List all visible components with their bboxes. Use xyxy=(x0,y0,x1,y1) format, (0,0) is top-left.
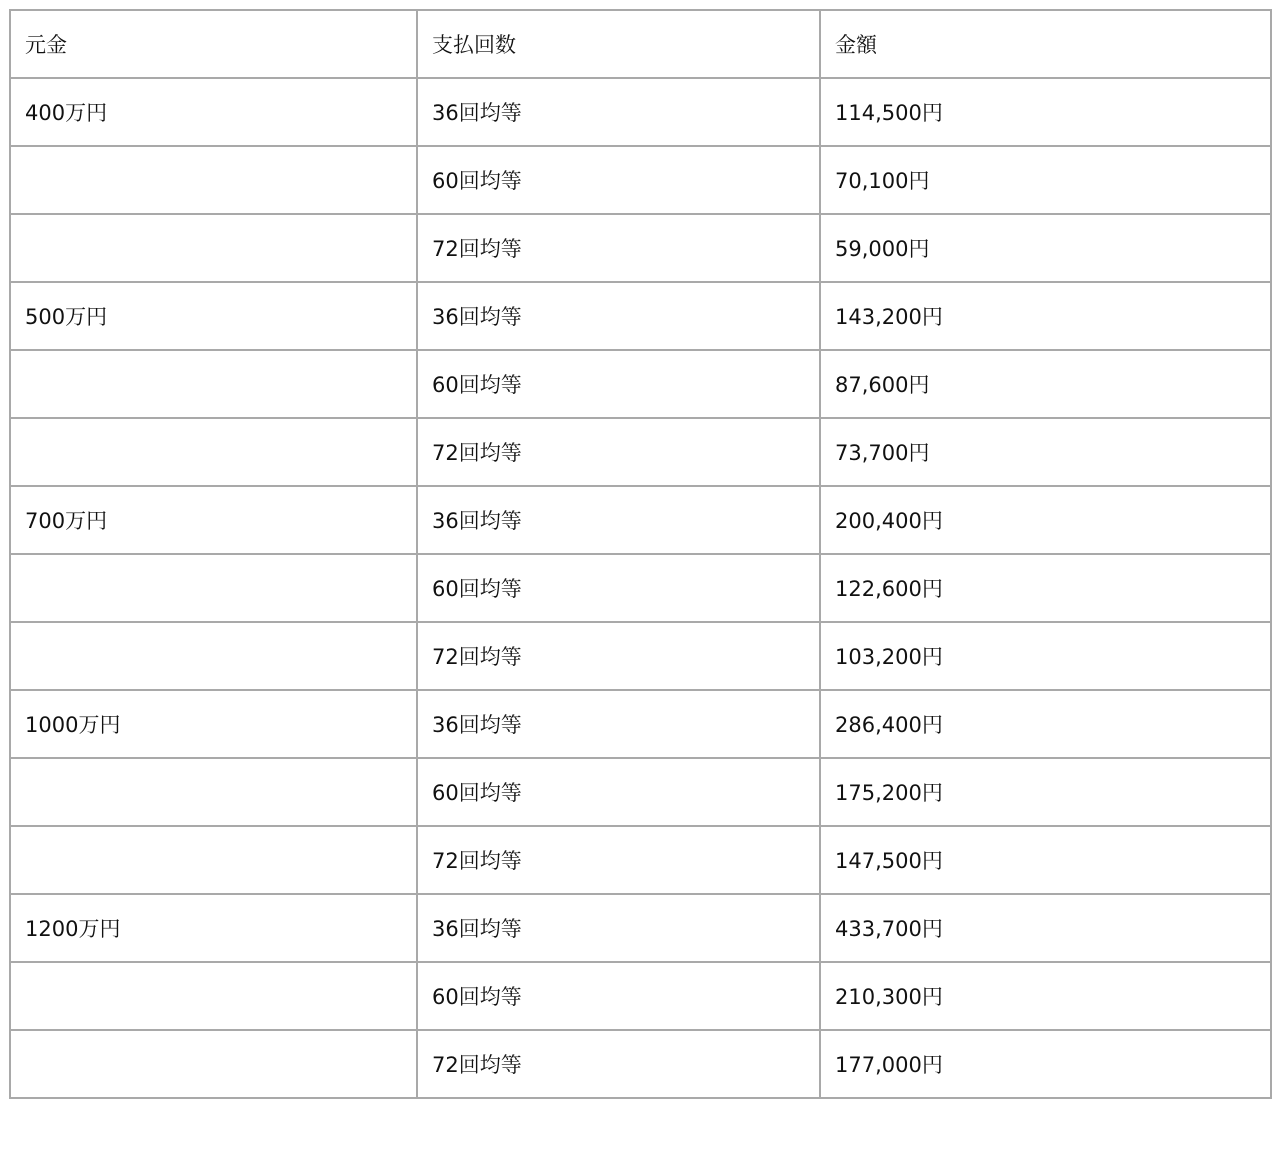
header-row xyxy=(10,10,1271,78)
cell-payment-count: 60回均等 xyxy=(417,962,820,1030)
cell-principal: 400万円 xyxy=(10,78,417,146)
cell-amount: 87,600円 xyxy=(820,350,1271,418)
cell-amount: 114,500円 xyxy=(820,78,1271,146)
cell-principal xyxy=(10,418,417,486)
cell-amount: 122,600円 xyxy=(820,554,1271,622)
cell-principal: 1000万円 xyxy=(10,690,417,758)
cell-payment-count: 72回均等 xyxy=(417,1030,820,1098)
table-row xyxy=(10,962,1271,1030)
cell-amount: 177,000円 xyxy=(820,1030,1271,1098)
cell-payment-count: 36回均等 xyxy=(417,690,820,758)
cell-principal xyxy=(10,214,417,282)
header-payment-count: 支払回数 xyxy=(417,10,820,78)
table-header xyxy=(10,10,1271,78)
cell-principal: 1200万円 xyxy=(10,894,417,962)
table-row xyxy=(10,622,1271,690)
table-row xyxy=(10,214,1271,282)
cell-principal xyxy=(10,350,417,418)
table-row xyxy=(10,894,1271,962)
cell-payment-count: 36回均等 xyxy=(417,78,820,146)
cell-payment-count: 36回均等 xyxy=(417,894,820,962)
table-row xyxy=(10,554,1271,622)
cell-amount: 70,100円 xyxy=(820,146,1271,214)
header-principal: 元金 xyxy=(10,10,417,78)
cell-payment-count: 72回均等 xyxy=(417,214,820,282)
cell-principal xyxy=(10,826,417,894)
table-row xyxy=(10,486,1271,554)
loan-repayment-table xyxy=(9,9,1272,1099)
cell-amount: 73,700円 xyxy=(820,418,1271,486)
header-amount: 金額 xyxy=(820,10,1271,78)
table-row xyxy=(10,418,1271,486)
table-row xyxy=(10,690,1271,758)
cell-amount: 286,400円 xyxy=(820,690,1271,758)
cell-payment-count: 72回均等 xyxy=(417,622,820,690)
cell-amount: 433,700円 xyxy=(820,894,1271,962)
cell-payment-count: 36回均等 xyxy=(417,486,820,554)
cell-payment-count: 60回均等 xyxy=(417,554,820,622)
cell-amount: 143,200円 xyxy=(820,282,1271,350)
table-row xyxy=(10,78,1271,146)
cell-principal: 500万円 xyxy=(10,282,417,350)
table-row xyxy=(10,1030,1271,1098)
cell-amount: 103,200円 xyxy=(820,622,1271,690)
table-body xyxy=(10,78,1271,1098)
cell-amount: 175,200円 xyxy=(820,758,1271,826)
table-row xyxy=(10,146,1271,214)
table-row xyxy=(10,282,1271,350)
table-row xyxy=(10,758,1271,826)
cell-principal xyxy=(10,146,417,214)
cell-amount: 147,500円 xyxy=(820,826,1271,894)
cell-principal xyxy=(10,758,417,826)
cell-payment-count: 60回均等 xyxy=(417,350,820,418)
table-row xyxy=(10,826,1271,894)
cell-principal: 700万円 xyxy=(10,486,417,554)
cell-principal xyxy=(10,962,417,1030)
cell-payment-count: 60回均等 xyxy=(417,146,820,214)
loan-repayment-table-container xyxy=(9,9,1272,1099)
cell-payment-count: 60回均等 xyxy=(417,758,820,826)
cell-amount: 210,300円 xyxy=(820,962,1271,1030)
table-row xyxy=(10,350,1271,418)
cell-principal xyxy=(10,554,417,622)
cell-payment-count: 36回均等 xyxy=(417,282,820,350)
cell-amount: 59,000円 xyxy=(820,214,1271,282)
cell-principal xyxy=(10,1030,417,1098)
cell-principal xyxy=(10,622,417,690)
cell-amount: 200,400円 xyxy=(820,486,1271,554)
cell-payment-count: 72回均等 xyxy=(417,418,820,486)
cell-payment-count: 72回均等 xyxy=(417,826,820,894)
